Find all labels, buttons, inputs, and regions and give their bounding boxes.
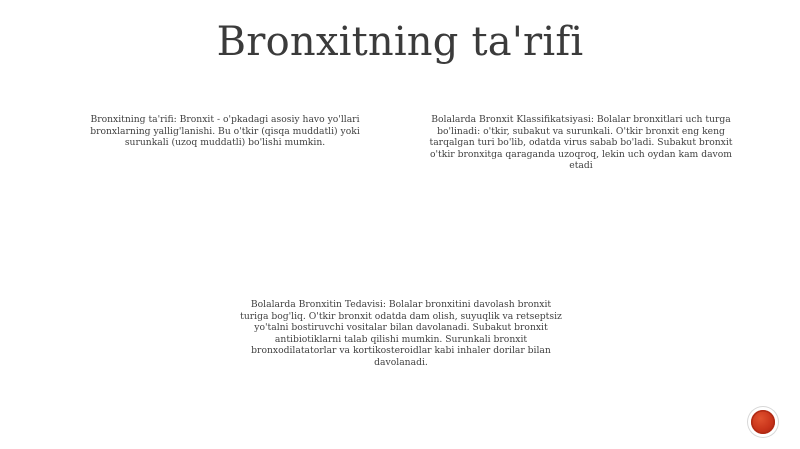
next-slide-button[interactable] <box>748 407 778 437</box>
next-slide-icon <box>751 410 775 434</box>
slide-title: Bronxitning ta'rifi <box>216 19 584 65</box>
treatment-text: Bolalarda Bronxitin Tedavisi: Bolalar bronxitini davolash bronxit turiga bog'liq. O'tkir bronxit odatda dam olish, suyuqlik va retseptsiz yo'talni bostiruvchi vositalar bilan davolanadi. Subakut bronxit antibiotiklarni talab qilishi mumkin. Surunkali bronxit bronxodilatatorlar va kortikosteroidlar kabi inhaler dorilar bilan davolanadi. <box>240 299 562 368</box>
classification-text: Bolalarda Bronxit Klassifikatsiyasi: Bolalar bronxitlari uch turga bo'linadi: o'tkir, subakut va surunkali. O'tkir bronxit eng keng tarqalgan turi bo'lib, odatda virus sabab bo'ladi. Subakut bronxit o'tkir bronxitga qaraganda uzoqroq, lekin uch oydan kam davom etadi <box>429 114 733 171</box>
definition-text: Bronxitning ta'rifi: Bronxit - o'pkadagi asosiy havo yo'llari bronxlarning yallig'lanishi. Bu o'tkir (qisqa muddatli) yoki surunkali (uzoq muddatli) bo'lishi mumkin. <box>90 114 360 148</box>
